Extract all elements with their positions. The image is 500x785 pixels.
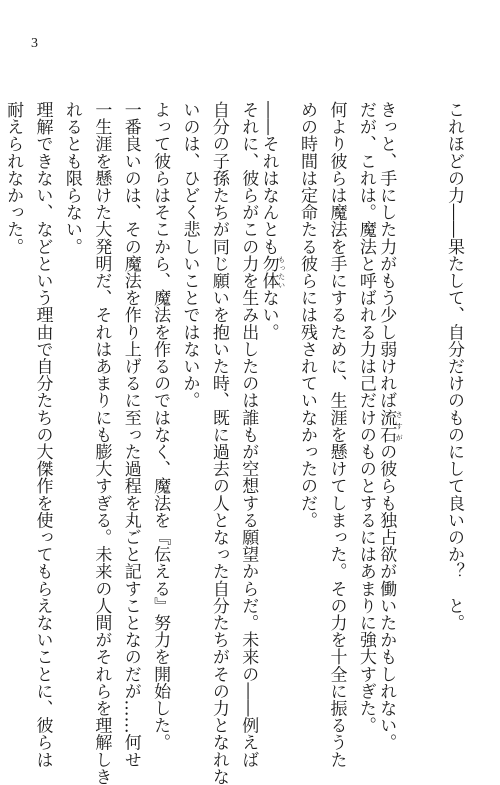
text-line: だが、これは。魔法と呼ばれる力は己だけのものとするにはあまりに強大すぎた。	[355, 101, 376, 734]
text-line: いのは、ひどく悲しいことではないか。	[179, 101, 200, 409]
text-line: 何より彼らは魔法を手にするために、生涯を懸けてしまった。その力を十全に振るうた	[326, 101, 347, 768]
text-line: それに、彼らがこの力を生み出したのは誰もが空想する願望からだ。未来の――例えば	[238, 101, 259, 768]
page-number: 3	[31, 36, 38, 51]
text-line: よって彼らはそこから、魔法を作るのではなく、魔法を『伝える』努力を開始した。	[150, 101, 171, 751]
text-line: れるとも限らない。	[61, 101, 82, 255]
ruby-annotation: 勿体 もったい	[258, 254, 286, 290]
text-line-with-ruby: きっと、手にした力がもう少し弱ければ流石 さすがの彼らも独占欲が働いたかもしれない。	[376, 101, 404, 751]
text-line: 理解できない、などという理由で自分たちの大傑作を使ってもらえないことに、彼らは	[32, 101, 53, 768]
text-line: 一生涯を懸けた大発明だ、それはあまりにも膨大すぎる。未来の人間がそれらを理解しき	[91, 101, 112, 785]
text-line: 自分の子孫たちが同じ願いを抱いた時、既に過去の人となった自分たちがその力となれな	[208, 101, 229, 785]
text-line: めの時間は定命たる彼らには残されていなかったのだ。	[297, 101, 318, 529]
text-line: 耐えられなかった。	[3, 101, 24, 255]
text-line-with-ruby: ――それはなんとも勿体 もったいない。	[258, 101, 286, 341]
ruby-annotation: 流石 さすが	[376, 408, 404, 444]
text-line: 一番良いのは、その魔法を作り上げるに至った過程を丸ごと記すことなのだが……何せ	[120, 101, 141, 768]
text-line: これほどの力――果たして、自分だけのものにして良いのか？ と。	[444, 101, 464, 632]
vertical-text-block	[0, 101, 464, 785]
